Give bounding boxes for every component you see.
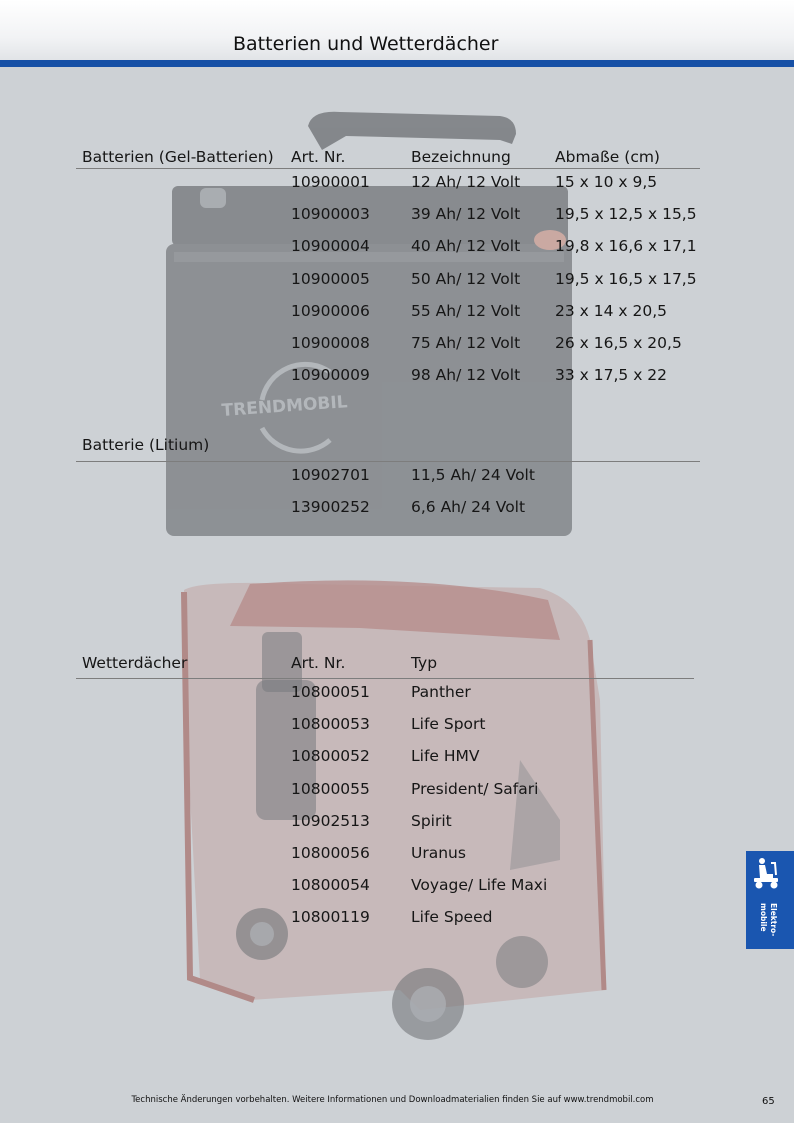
dimensions: 23 x 14 x 20,5 [555, 301, 668, 320]
designation: 98 Ah/ 12 Volt [411, 366, 521, 385]
column-header-type: Typ [411, 654, 438, 672]
article-number: 10800119 [291, 908, 370, 927]
table-row [76, 840, 694, 872]
model-type: President/ Safari [411, 779, 539, 798]
model-type: Panther [411, 683, 471, 701]
table-row [76, 808, 694, 840]
model-type: Life Speed [411, 908, 493, 927]
table-row [76, 872, 694, 904]
designation: 75 Ah/ 12 Volt [411, 333, 521, 352]
table-row [76, 201, 700, 233]
dimensions: 19,8 x 16,6 x 17,1 [555, 237, 697, 256]
article-number: 10800054 [291, 876, 370, 895]
dimensions: 33 x 17,5 x 22 [555, 366, 668, 385]
lithium-battery-table [76, 427, 700, 526]
model-type: Life HMV [411, 747, 480, 766]
table-row [76, 462, 700, 494]
designation: 50 Ah/ 12 Volt [411, 269, 521, 288]
page-number: 65 [762, 1096, 775, 1107]
table-header [76, 427, 700, 462]
section-title-lithium-battery: Batterie (Litium) [82, 436, 210, 454]
section-title-gel-batteries: Batterien (Gel-Batterien) [82, 148, 274, 166]
column-header-art-nr: Art. Nr. [291, 654, 346, 672]
dimensions: 19,5 x 12,5 x 15,5 [555, 205, 697, 224]
table-row [76, 298, 700, 330]
table-row [76, 169, 700, 201]
model-type: Uranus [411, 843, 466, 862]
scooter-icon [751, 857, 781, 891]
table-row [76, 266, 700, 298]
weather-roof-table [76, 645, 694, 937]
table-row [76, 904, 694, 936]
table-header [76, 645, 694, 679]
designation: 6,6 Ah/ 24 Volt [411, 498, 526, 517]
table-row [76, 494, 700, 526]
article-number: 10900005 [291, 269, 370, 288]
column-header-art-nr: Art. Nr. [291, 148, 346, 166]
footer-note: Technische Änderungen vorbehalten. Weitere Informationen und Downloadmaterialien finden Sie auf www.trendmobil.com [131, 1095, 654, 1105]
table-header [76, 139, 700, 169]
section-title-weather-roofs: Wetterdächer [82, 654, 188, 672]
table-row [76, 743, 694, 775]
page-title: Batterien und Wetterdächer [233, 33, 499, 55]
article-number: 10900006 [291, 301, 370, 320]
article-number: 10902701 [291, 466, 370, 484]
article-number: 10800053 [291, 715, 370, 734]
article-number: 10800056 [291, 843, 370, 862]
table-row [76, 711, 694, 743]
category-side-tab[interactable] [746, 851, 794, 949]
designation: 55 Ah/ 12 Volt [411, 301, 521, 320]
model-type: Life Sport [411, 715, 486, 734]
article-number: 10900003 [291, 205, 370, 224]
designation: 11,5 Ah/ 24 Volt [411, 466, 535, 484]
article-number: 10900004 [291, 237, 370, 256]
designation: 39 Ah/ 12 Volt [411, 205, 521, 224]
article-number: 10900009 [291, 366, 370, 385]
model-type: Voyage/ Life Maxi [411, 876, 548, 895]
model-type: Spirit [411, 811, 452, 830]
battery-brand-text: TRENDMOBIL [220, 392, 349, 421]
table-row [76, 362, 700, 394]
table-row [76, 776, 694, 808]
article-number: 10900008 [291, 333, 370, 352]
article-number: 10902513 [291, 811, 370, 830]
article-number: 13900252 [291, 498, 370, 517]
table-row [76, 233, 700, 265]
article-number: 10900001 [291, 173, 370, 191]
column-header-dimensions: Abmaße (cm) [555, 148, 660, 166]
side-tab-label: Elektro-mobile [759, 903, 778, 937]
article-number: 10800051 [291, 683, 370, 701]
designation: 12 Ah/ 12 Volt [411, 173, 521, 191]
article-number: 10800055 [291, 779, 370, 798]
dimensions: 26 x 16,5 x 20,5 [555, 333, 682, 352]
gel-battery-table [76, 139, 700, 394]
table-row [76, 330, 700, 362]
dimensions: 19,5 x 16,5 x 17,5 [555, 269, 697, 288]
article-number: 10800052 [291, 747, 370, 766]
column-header-designation: Bezeichnung [411, 148, 511, 166]
designation: 40 Ah/ 12 Volt [411, 237, 521, 256]
table-row [76, 679, 694, 711]
dimensions: 15 x 10 x 9,5 [555, 173, 658, 191]
